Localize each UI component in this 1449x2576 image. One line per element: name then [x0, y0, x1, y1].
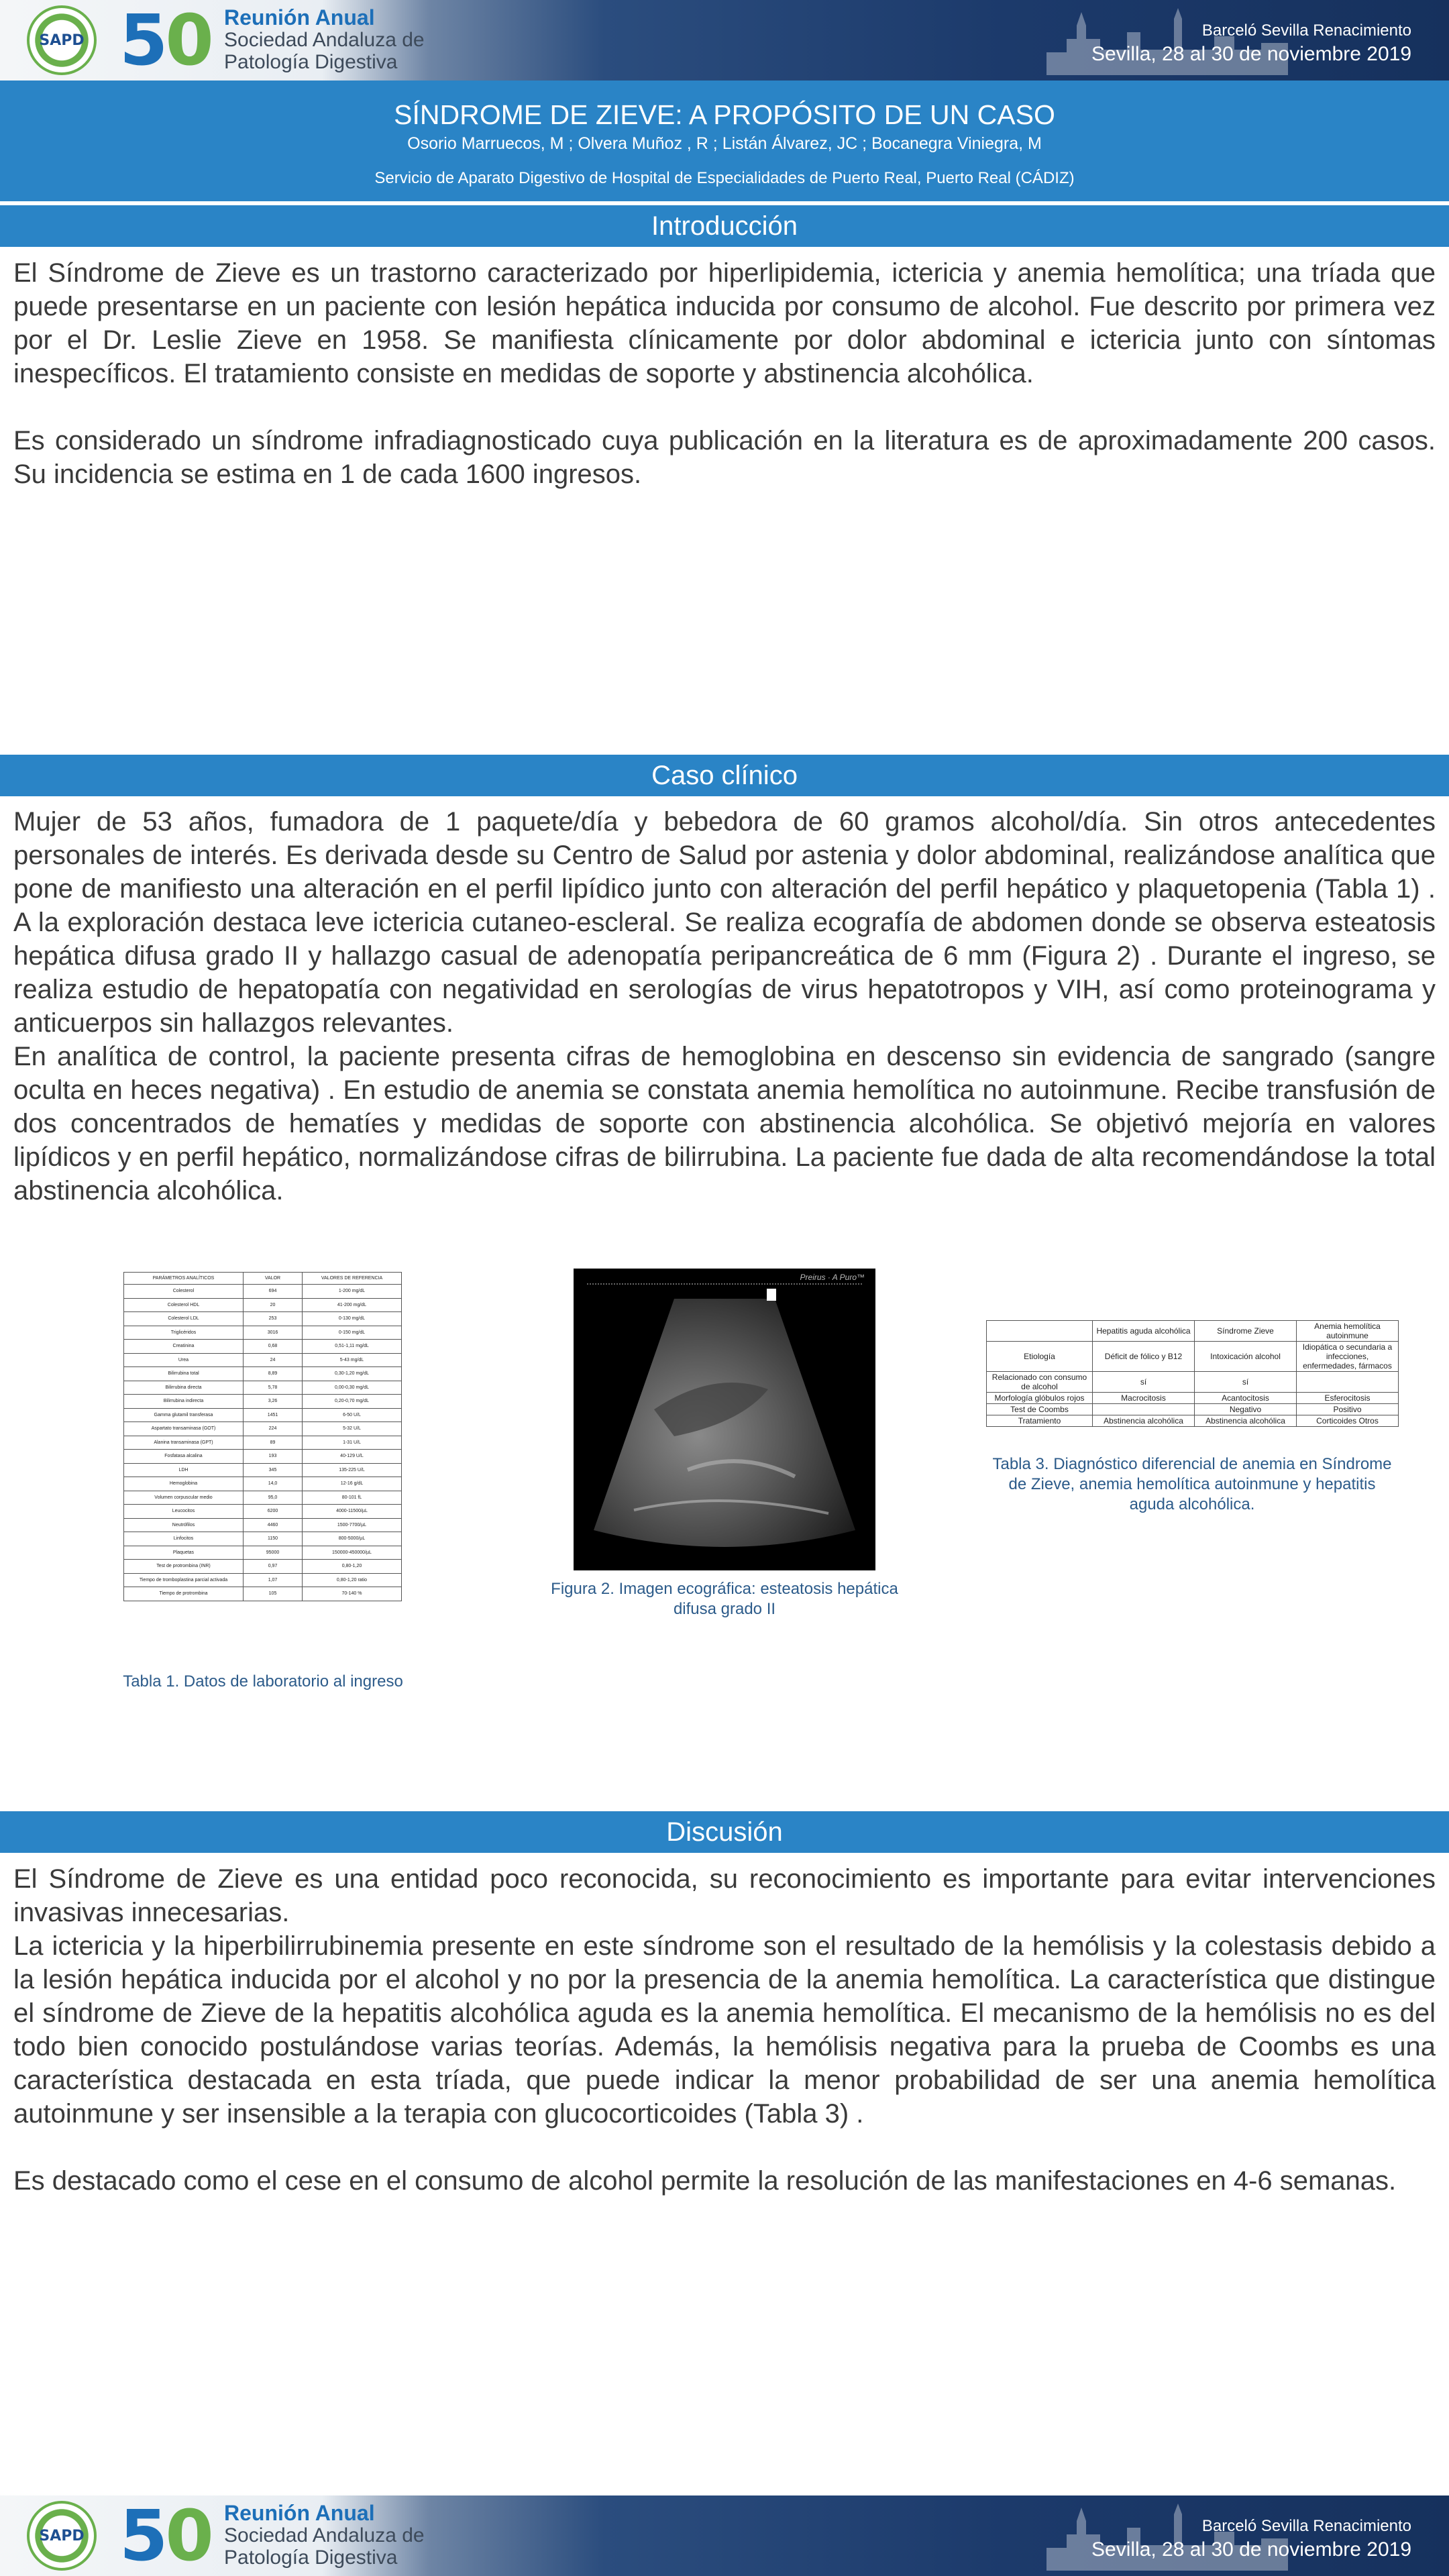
venue-info — [1091, 23, 1411, 64]
lab-parameter-cell: Test de protrombina (INR) — [124, 1560, 244, 1574]
dd-zieve-cell: Negativo — [1195, 1404, 1297, 1415]
lab-reference-cell: 135-225 U/L — [303, 1463, 402, 1477]
lab-table-row — [124, 1326, 402, 1340]
lab-table-row — [124, 1532, 402, 1546]
lab-parameter-cell: Colesterol LDL — [124, 1312, 244, 1326]
lab-table-row — [124, 1395, 402, 1409]
ultrasound-scale-ruler — [587, 1283, 862, 1289]
venue-info — [1091, 2518, 1411, 2560]
lab-reference-cell: 70-140 % — [303, 1587, 402, 1601]
lab-value-cell: 224 — [244, 1422, 303, 1436]
lab-value-cell: 95000 — [244, 1546, 303, 1560]
introduccion-paragraph-1: El Síndrome de Zieve es un trastorno caracterizado por hiperlipidemia, ictericia y anemia hemolítica; una tríada que puede presentarse en un paciente con lesión hepática inducida por consumo de alcohol. Fue descrito por primera vez por el Dr. Leslie Zieve en 1958. Se manifiesta clínicamente por dolor abdominal e ictericia junto con síntomas inespecíficos. El tratamiento consiste en medidas de soporte y abstinencia alcohólica. — [13, 258, 1436, 388]
lab-results-table — [123, 1272, 402, 1601]
lab-header-parametro: PARÁMETROS ANALÍTICOS — [124, 1273, 244, 1285]
lab-value-cell: 345 — [244, 1463, 303, 1477]
lab-reference-cell: 0,20-0,70 mg/dL — [303, 1395, 402, 1409]
lab-parameter-cell: Gamma glutamil transferasa — [124, 1408, 244, 1422]
affiliation: Servicio de Aparato Digestivo de Hospital de Especialidades de Puerto Real, Puerto Real (CÁDIZ) — [374, 169, 1075, 187]
dd-hepatitis-cell: Macrocitosis — [1093, 1393, 1195, 1404]
dd-anemia-cell: Idiopática o secundaria a infecciones, enfermedades, fármacos — [1297, 1342, 1399, 1372]
ultrasound-brand: Preirus · A Puro™ — [800, 1273, 865, 1282]
lab-table-row — [124, 1477, 402, 1491]
lab-reference-cell: 1-31 U/L — [303, 1436, 402, 1450]
caso-paragraph-1: Mujer de 53 años, fumadora de 1 paquete/día y bebedora de 60 gramos alcohol/día. Sin otros antecedentes personales de interés. Es derivada desde su Centro de Salud por astenia y dolor abdominal, realizándose analítica que pone de manifiesto una alteración en el perfil lipídico junto con alteración del perfil hepático y plaquetopenia (Tabla 1) . A la exploración destaca leve ictericia cutaneo-escleral. Se realiza ecografía de abdomen donde se observa esteatosis hepática difusa grado II y hallazgo casual de adenopatía peripancreática de 6 mm (Figura 2) . Durante el ingreso, se realiza estudio de hepatopatía con negatividad en serologías de virus hepatotropos y VIH, así como proteinograma y anticuerpos sin hallazgos relevantes. — [13, 807, 1436, 1038]
authors: Osorio Marruecos, M ; Olvera Muñoz , R ; Listán Álvarez, JC ; Bocanegra Viniegra, M — [407, 134, 1042, 153]
dd-anemia-cell — [1297, 1372, 1399, 1393]
lab-parameter-cell: Fosfatasa alcalina — [124, 1450, 244, 1464]
lab-parameter-cell: Bilirrubina directa — [124, 1381, 244, 1395]
lab-table-row — [124, 1422, 402, 1436]
discusion-paragraph-1: El Síndrome de Zieve es una entidad poco reconocida, su reconocimiento es importante para evitar intervenciones invasivas innecesarias. — [13, 1864, 1436, 1927]
lab-reference-cell: 0-130 mg/dL — [303, 1312, 402, 1326]
lab-parameter-cell: Volumen corpuscular medio — [124, 1491, 244, 1505]
venue-name: Barceló Sevilla Renacimiento — [1201, 2517, 1411, 2535]
lab-parameter-cell: Creatinina — [124, 1340, 244, 1354]
lab-parameter-cell: Leucocitos — [124, 1505, 244, 1519]
lab-value-cell: 105 — [244, 1587, 303, 1601]
lab-reference-cell: 0,51-1,11 mg/dL — [303, 1340, 402, 1354]
lab-value-cell: 0,68 — [244, 1340, 303, 1354]
ultrasound-image — [574, 1269, 875, 1570]
fifty-anniversary-logo: 5 0 — [119, 2496, 209, 2576]
lab-parameter-cell: Colesterol — [124, 1285, 244, 1299]
lab-header-referencia: VALORES DE REFERENCIA — [303, 1273, 402, 1285]
dd-header-hepatitis: Hepatitis aguda alcohólica — [1093, 1321, 1195, 1342]
dd-hepatitis-cell: Déficit de fólico y B12 — [1093, 1342, 1195, 1372]
lab-parameter-cell: Colesterol HDL — [124, 1298, 244, 1312]
event-name — [224, 7, 425, 72]
lab-value-cell: 1,07 — [244, 1573, 303, 1587]
lab-table-row — [124, 1353, 402, 1367]
dd-header-zieve: Síndrome Zieve — [1195, 1321, 1297, 1342]
tabla3-caption: Tabla 3. Diagnóstico diferencial de anemia en Síndrome de Zieve, anemia hemolítica autoinmune y hepatitis aguda alcohólica. — [992, 1455, 1392, 1513]
lab-table-row — [124, 1450, 402, 1464]
lab-table-row — [124, 1381, 402, 1395]
event-line-2: Sociedad Andaluza de — [224, 29, 425, 51]
tabla1-caption: Tabla 1. Datos de laboratorio al ingreso — [123, 1672, 403, 1690]
lab-value-cell: 14,0 — [244, 1477, 303, 1491]
lab-parameter-cell: Aspartato transaminasa (GOT) — [124, 1422, 244, 1436]
event-line-1: Reunión Anual — [224, 5, 375, 30]
lab-table-row — [124, 1463, 402, 1477]
lab-table-row — [124, 1491, 402, 1505]
lab-value-cell: 1451 — [244, 1408, 303, 1422]
dd-table-row — [987, 1393, 1399, 1404]
lab-table-row — [124, 1587, 402, 1601]
lab-value-cell: 8,89 — [244, 1367, 303, 1381]
lab-table-row — [124, 1408, 402, 1422]
lab-reference-cell: 150000-450000/µL — [303, 1546, 402, 1560]
event-line-1: Reunión Anual — [224, 2501, 375, 2525]
lab-parameter-cell: Bilirrubina indirecta — [124, 1395, 244, 1409]
discusion-paragraph-3: Es destacado como el cese en el consumo de alcohol permite la resolución de las manifestaciones en 4-6 semanas. — [13, 2166, 1397, 2196]
lab-reference-cell: 5-43 mg/dL — [303, 1353, 402, 1367]
dd-table-row — [987, 1342, 1399, 1372]
footer-banner — [0, 2496, 1449, 2576]
fifty-anniversary-logo: 5 0 — [119, 0, 209, 80]
venue-name: Barceló Sevilla Renacimiento — [1201, 21, 1411, 40]
lab-parameter-cell: Triglicéridos — [124, 1326, 244, 1340]
lab-value-cell: 253 — [244, 1312, 303, 1326]
lab-reference-cell: 0,80-1,20 ratio — [303, 1573, 402, 1587]
lab-table-row — [124, 1367, 402, 1381]
dd-header-blank — [987, 1321, 1093, 1342]
lab-value-cell: 4460 — [244, 1518, 303, 1532]
introduccion-body — [13, 256, 1436, 491]
lab-reference-cell: 40-129 U/L — [303, 1450, 402, 1464]
event-line-2: Sociedad Andaluza de — [224, 2524, 425, 2546]
dd-zieve-cell: Abstinencia alcohólica — [1195, 1415, 1297, 1427]
differential-diagnosis-table — [986, 1320, 1399, 1427]
lab-table-row — [124, 1298, 402, 1312]
discusion-body — [13, 1862, 1436, 2198]
dd-table-row — [987, 1404, 1399, 1415]
discusion-paragraph-2: La ictericia y la hiperbilirrubinemia presente en este síndrome son el resultado de la hemólisis y la colestasis debido a la lesión hepática inducida por el alcohol y no por la presencia de la anemia hemolítica. La característica que distingue el síndrome de Zieve de la hepatitis alcohólica aguda es la anemia hemolítica. El mecanismo de la hemólisis no es del todo bien conocido postulándose varias teorías. Además, la hemólisis negativa para la prueba de Coombs es una característica destacada en esta tríada, que puede indicar la menor probabilidad de ser una anemia hemolítica autoinmune y ser insensible a la terapia con glucocorticoides (Tabla 3) . — [13, 1931, 1436, 2129]
ultrasound-scan-icon — [574, 1269, 875, 1570]
poster-title: SÍNDROME DE ZIEVE: A PROPÓSITO DE UN CASO — [394, 99, 1055, 130]
lab-header-valor: VALOR — [244, 1273, 303, 1285]
event-line-3: Patología Digestiva — [224, 51, 398, 73]
dd-criterion-cell: Relacionado con consumo de alcohol — [987, 1372, 1093, 1393]
dd-zieve-cell: sí — [1195, 1372, 1297, 1393]
lab-table-row — [124, 1560, 402, 1574]
figura2-caption: Figura 2. Imagen ecográfica: esteatosis hepática difusa grado II — [551, 1580, 898, 1618]
lab-table-row — [124, 1436, 402, 1450]
caso-clinico-body — [13, 805, 1436, 1208]
event-dates: Sevilla, 28 al 30 de noviembre 2019 — [1091, 43, 1411, 65]
lab-reference-cell: 1500-7700/µL — [303, 1518, 402, 1532]
event-line-3: Patología Digestiva — [224, 2546, 398, 2569]
dd-zieve-cell: Intoxicación alcohol — [1195, 1342, 1297, 1372]
section-heading-introduccion: Introducción — [0, 205, 1449, 247]
dd-criterion-cell: Etiología — [987, 1342, 1093, 1372]
lab-value-cell: 6200 — [244, 1505, 303, 1519]
lab-parameter-cell: Tiempo de tromboplastina parcial activada — [124, 1573, 244, 1587]
section-heading-caso-clinico: Caso clínico — [0, 755, 1449, 796]
dd-criterion-cell: Morfología glóbulos rojos — [987, 1393, 1093, 1404]
header-banner — [0, 0, 1449, 80]
lab-reference-cell: 0,00-0,30 mg/dL — [303, 1381, 402, 1395]
dd-hepatitis-cell — [1093, 1404, 1195, 1415]
lab-value-cell: 5,78 — [244, 1381, 303, 1395]
lab-value-cell: 95,0 — [244, 1491, 303, 1505]
lab-reference-cell: 5-32 U/L — [303, 1422, 402, 1436]
dd-criterion-cell: Test de Coombs — [987, 1404, 1093, 1415]
lab-table-row — [124, 1340, 402, 1354]
dd-anemia-cell: Esferocitosis — [1297, 1393, 1399, 1404]
section-heading-discusion: Discusión — [0, 1811, 1449, 1853]
sapd-logo: SAPD — [27, 2501, 97, 2571]
lab-table-row — [124, 1505, 402, 1519]
lab-parameter-cell: Alanina transaminasa (GPT) — [124, 1436, 244, 1450]
lab-reference-cell: 0,80-1,20 — [303, 1560, 402, 1574]
lab-value-cell: 3016 — [244, 1326, 303, 1340]
lab-parameter-cell: Plaquetas — [124, 1546, 244, 1560]
event-name — [224, 2502, 425, 2568]
lab-parameter-cell: Linfocitos — [124, 1532, 244, 1546]
lab-table-row — [124, 1285, 402, 1299]
lab-value-cell: 193 — [244, 1450, 303, 1464]
lab-value-cell: 3,26 — [244, 1395, 303, 1409]
lab-value-cell: 89 — [244, 1436, 303, 1450]
lab-parameter-cell: LDH — [124, 1463, 244, 1477]
lab-reference-cell: 12-16 g/dL — [303, 1477, 402, 1491]
poster-title-block — [0, 80, 1449, 201]
lab-parameter-cell: Tiempo de protrombina — [124, 1587, 244, 1601]
lab-value-cell: 24 — [244, 1353, 303, 1367]
caso-paragraph-2: En analítica de control, la paciente presenta cifras de hemoglobina en descenso sin evidencia de sangrado (sangre oculta en heces negativa) . En estudio de anemia se constata anemia hemolítica no autoinmune. Recibe transfusión de dos concentrados de hematíes y medidas de soporte con abstinencia alcohólica. Se objetivó mejoría en valores lipídicos y en perfil hepático, normalizándose cifras de bilirrubina. La paciente fue dada de alta recomendándose la total abstinencia alcohólica. — [13, 1042, 1436, 1205]
dd-table-row — [987, 1372, 1399, 1393]
lab-table-row — [124, 1312, 402, 1326]
dd-table-header-row — [987, 1321, 1399, 1342]
dd-anemia-cell: Corticoides Otros — [1297, 1415, 1399, 1427]
lab-parameter-cell: Bilirrubina total — [124, 1367, 244, 1381]
lab-table-header-row — [124, 1273, 402, 1285]
lab-value-cell: 0,97 — [244, 1560, 303, 1574]
dd-zieve-cell: Acantocitosis — [1195, 1393, 1297, 1404]
introduccion-paragraph-2: Es considerado un síndrome infradiagnosticado cuya publicación en la literatura es de aproximadamente 200 casos. Su incidencia se estima en 1 de cada 1600 ingresos. — [13, 426, 1436, 489]
lab-parameter-cell: Hemoglobina — [124, 1477, 244, 1491]
lab-parameter-cell: Urea — [124, 1353, 244, 1367]
lab-reference-cell: 1-200 mg/dL — [303, 1285, 402, 1299]
lab-reference-cell: 6-50 U/L — [303, 1408, 402, 1422]
lab-value-cell: 20 — [244, 1298, 303, 1312]
dd-hepatitis-cell: Abstinencia alcohólica — [1093, 1415, 1195, 1427]
lab-reference-cell: 800-5000/µL — [303, 1532, 402, 1546]
dd-hepatitis-cell: sí — [1093, 1372, 1195, 1393]
lab-value-cell: 1150 — [244, 1532, 303, 1546]
event-dates: Sevilla, 28 al 30 de noviembre 2019 — [1091, 2538, 1411, 2561]
lab-reference-cell: 41-200 mg/dL — [303, 1298, 402, 1312]
lab-reference-cell: 0,30-1,20 mg/dL — [303, 1367, 402, 1381]
dd-anemia-cell: Positivo — [1297, 1404, 1399, 1415]
lab-parameter-cell: Neutrófilos — [124, 1518, 244, 1532]
lab-value-cell: 694 — [244, 1285, 303, 1299]
lab-reference-cell: 0-150 mg/dL — [303, 1326, 402, 1340]
lab-reference-cell: 4000-11500/µL — [303, 1505, 402, 1519]
sapd-logo: SAPD — [27, 5, 97, 75]
lab-table-row — [124, 1573, 402, 1587]
lab-table-row — [124, 1546, 402, 1560]
lab-reference-cell: 80-101 fL — [303, 1491, 402, 1505]
lab-table-row — [124, 1518, 402, 1532]
dd-header-anemia: Anemia hemolítica autoinmune — [1297, 1321, 1399, 1342]
dd-criterion-cell: Tratamiento — [987, 1415, 1093, 1427]
dd-table-row — [987, 1415, 1399, 1427]
